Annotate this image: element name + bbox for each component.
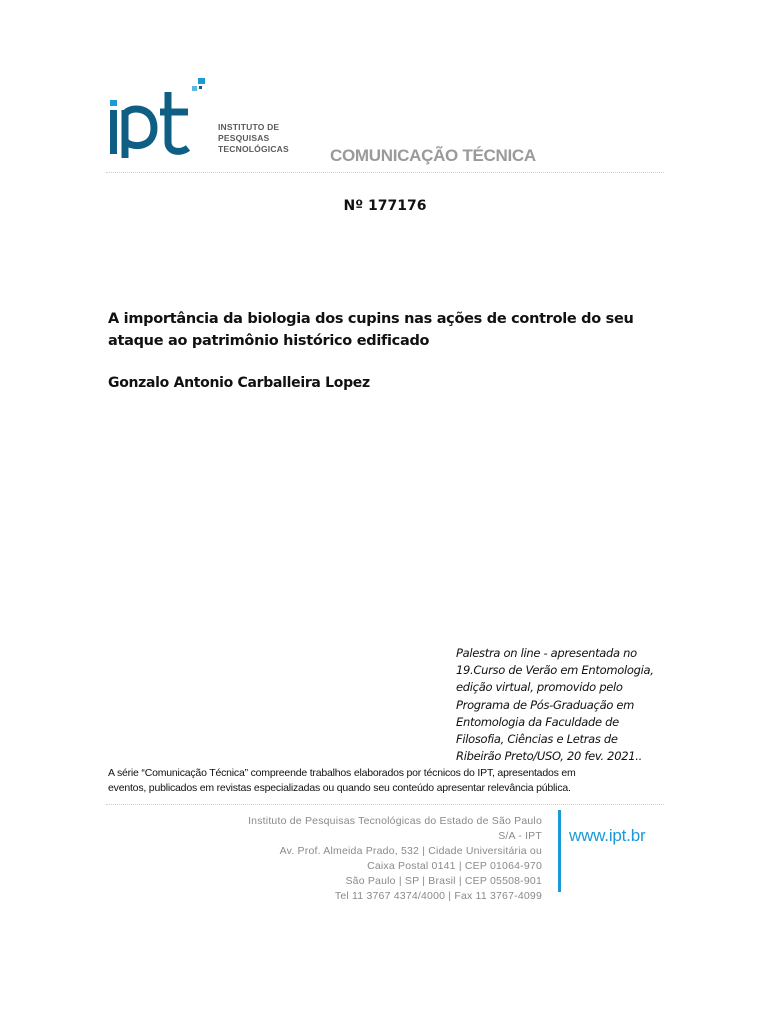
- series-note-line: A série “Comunicação Técnica” compreende trabalhos elaborados por técnicos do IPT, apresentados em: [108, 767, 576, 779]
- series-note: [108, 766, 668, 796]
- logo-square-1: [198, 78, 205, 84]
- logo-line-3: TECNOLÓGICAS: [218, 144, 289, 154]
- logo-p-bowl: [125, 109, 154, 146]
- address-line: Instituto de Pesquisas Tecnológicas do Estado de São Paulo: [248, 815, 542, 827]
- ipt-logo-mark: [106, 76, 216, 158]
- logo-i-stem: [110, 110, 117, 154]
- lecture-note-line: edição virtual, promovido pelo: [456, 680, 623, 695]
- website-link[interactable]: www.ipt.br: [569, 826, 646, 845]
- logo-i-dot: [110, 100, 117, 106]
- logo-line-2: PESQUISAS: [218, 133, 270, 143]
- address-line: Caixa Postal 0141 | CEP 01064-970: [367, 860, 542, 872]
- logo-t-stem: [168, 92, 188, 151]
- logo-institution-text: [218, 122, 289, 155]
- footer-accent-bar: [558, 810, 561, 892]
- logo-square-3: [199, 86, 202, 89]
- address-line: São Paulo | SP | Brasil | CEP 05508-901: [345, 875, 542, 887]
- bottom-divider: [106, 804, 664, 805]
- lecture-note-line: Palestra on line - apresentada no: [456, 646, 637, 660]
- document-number: Nº 177176: [343, 198, 427, 214]
- lecture-note-line: Filosofia, Ciências e Letras de: [456, 732, 618, 747]
- lecture-note-line: Ribeirão Preto/USO, 20 fev. 2021..: [456, 749, 642, 764]
- address-line: Av. Prof. Almeida Prado, 532 | Cidade Universitária ou: [279, 845, 542, 857]
- address-line: Tel 11 3767 4374/4000 | Fax 11 3767-4099: [334, 890, 542, 902]
- top-divider: [106, 172, 664, 173]
- lecture-note-line: Programa de Pós-Graduação em: [456, 697, 635, 712]
- author-name: Gonzalo Antonio Carballeira Lopez: [108, 375, 370, 391]
- address-line: S/A - IPT: [498, 830, 542, 842]
- ipt-logo: [106, 76, 289, 166]
- institution-address: [220, 814, 542, 904]
- document-type-heading: COMUNICAÇÃO TÉCNICA: [330, 146, 536, 165]
- lecture-note-line: Entomologia da Faculdade de: [456, 714, 619, 729]
- logo-line-1: INSTITUTO DE: [218, 122, 280, 132]
- logo-square-2: [192, 86, 197, 91]
- document-title: A importância da biologia dos cupins nas ações de controle do seu ataque ao patrimônio histórico edificado: [108, 311, 634, 349]
- lecture-note: [456, 645, 671, 765]
- series-note-line: eventos, publicados em revistas especializadas ou quando seu conteúdo apresentar relevância pública.: [108, 782, 571, 794]
- lecture-note-line: 19.Curso de Verão em Entomologia,: [456, 663, 654, 678]
